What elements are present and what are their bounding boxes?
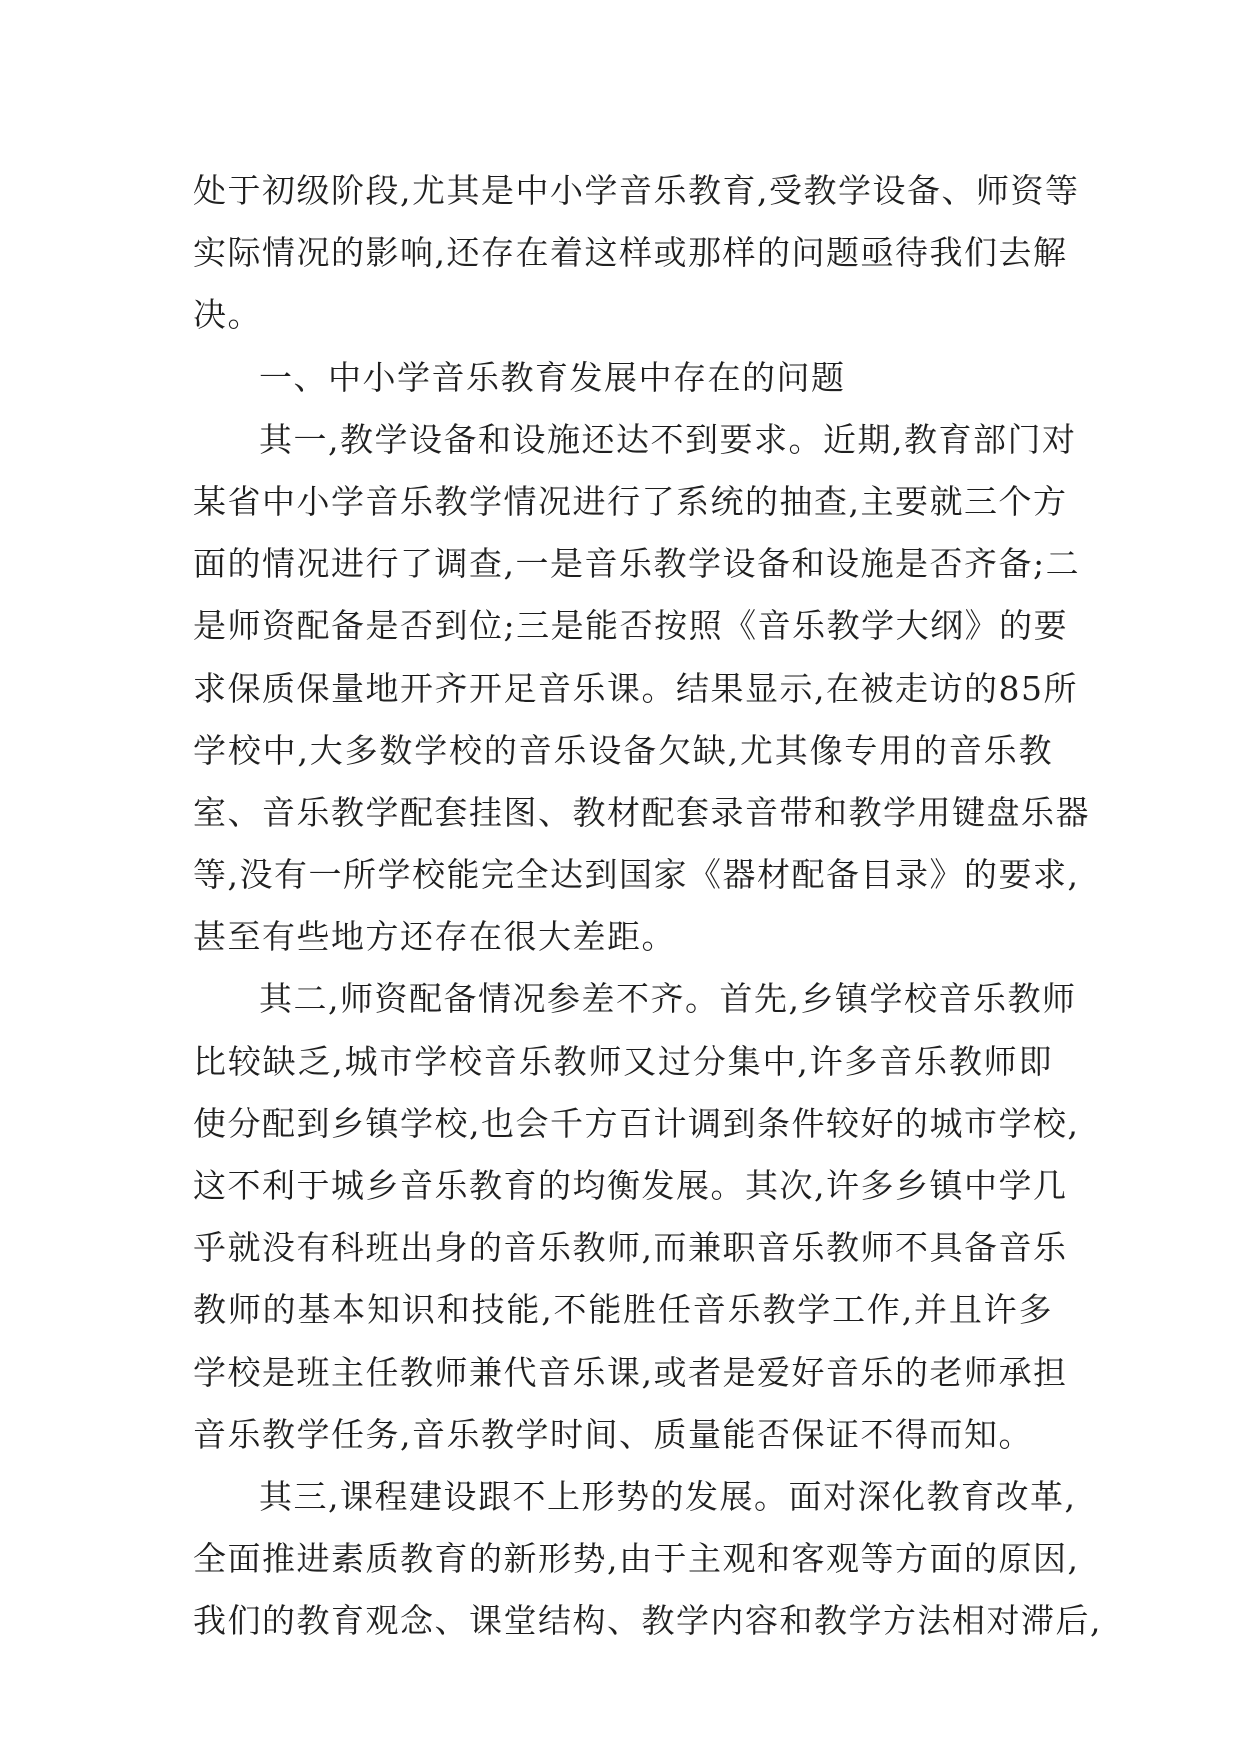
text-line: 求保质保量地开齐开足音乐课。结果显示,在被走访的85所	[193, 668, 1078, 708]
text-line: 决。	[193, 295, 262, 335]
text-line: 教师的基本知识和技能,不能胜任音乐教学工作,并且许多	[193, 1290, 1053, 1330]
section-heading: 一、中小学音乐教育发展中存在的问题	[259, 357, 846, 397]
text-line: 其三,课程建设跟不上形势的发展。面对深化教育改革,	[259, 1476, 1077, 1516]
text-line: 室、音乐教学配套挂图、教材配套录音带和教学用键盘乐器	[193, 792, 1090, 832]
text-line: 学校中,大多数学校的音乐设备欠缺,尤其像专用的音乐教	[193, 730, 1053, 770]
text-line: 我们的教育观念、课堂结构、教学内容和教学方法相对滞后,	[193, 1601, 1102, 1641]
text-line: 是师资配备是否到位;三是能否按照《音乐教学大纲》的要	[193, 606, 1069, 646]
body-text	[193, 160, 1102, 1653]
text-line: 这不利于城乡音乐教育的均衡发展。其次,许多乡镇中学几	[193, 1166, 1068, 1205]
text-line: 某省中小学音乐教学情况进行了系统的抽查,主要就三个方	[193, 481, 1068, 521]
text-line: 使分配到乡镇学校,也会千方百计调到条件较好的城市学校,	[193, 1103, 1080, 1143]
text-line: 面的情况进行了调查,一是音乐教学设备和设施是否齐备;二	[193, 544, 1081, 584]
text-line: 比较缺乏,城市学校音乐教师又过分集中,许多音乐教师即	[193, 1041, 1053, 1081]
text-line: 学校是班主任教师兼代音乐课,或者是爱好音乐的老师承担	[193, 1352, 1068, 1392]
text-line: 其二,师资配备情况参差不齐。首先,乡镇学校音乐教师	[259, 979, 1077, 1019]
text-line: 实际情况的影响,还存在着这样或那样的问题亟待我们去解	[193, 233, 1068, 273]
text-line: 音乐教学任务,音乐教学时间、质量能否保证不得而知。	[193, 1414, 1033, 1454]
text-line: 全面推进素质教育的新形势,由于主观和客观等方面的原因,	[193, 1539, 1080, 1579]
text-line: 乎就没有科班出身的音乐教师,而兼职音乐教师不具备音乐	[193, 1228, 1068, 1268]
text-line: 甚至有些地方还存在很大差距。	[193, 917, 676, 957]
text-line: 等,没有一所学校能完全达到国家《器材配备目录》的要求,	[193, 855, 1080, 895]
text-line: 处于初级阶段,尤其是中小学音乐教育,受教学设备、师资等	[193, 171, 1080, 210]
text-line: 其一,教学设备和设施还达不到要求。近期,教育部门对	[259, 419, 1077, 459]
